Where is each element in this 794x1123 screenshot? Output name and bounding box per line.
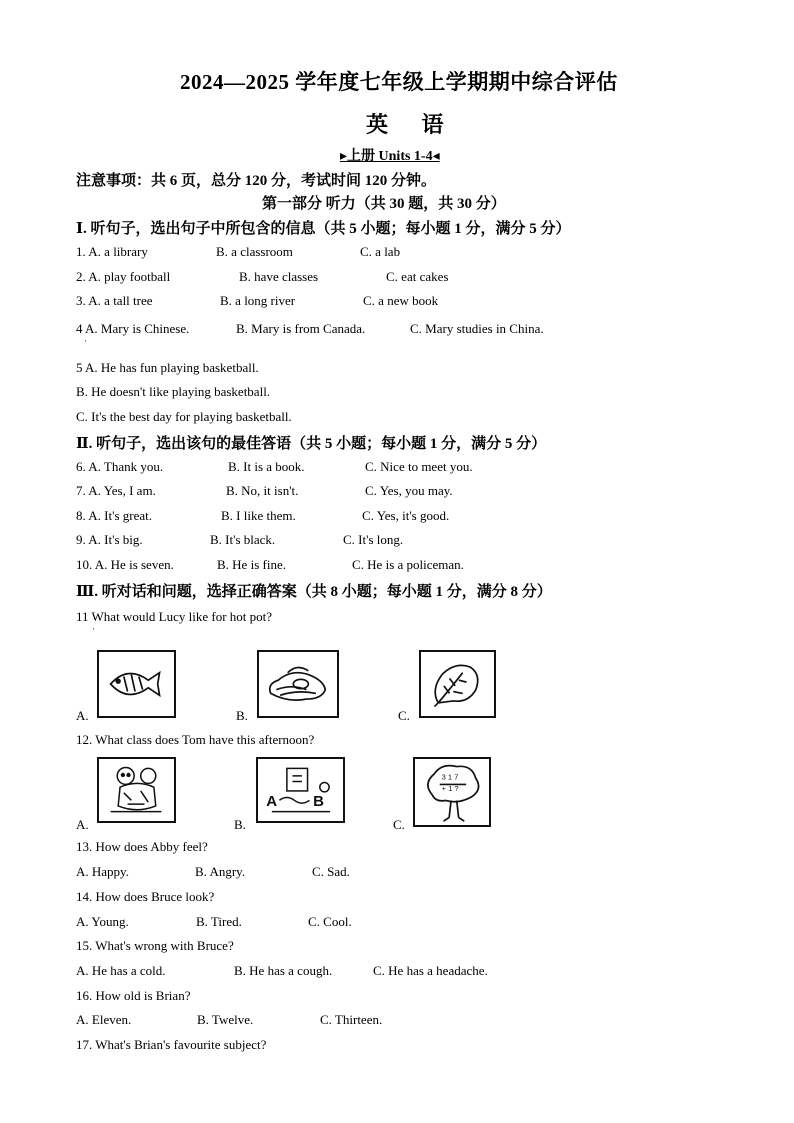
q17-question: 17. What's Brian's favourite subject? bbox=[76, 1037, 267, 1052]
q13-option-b: B. Angry. bbox=[195, 864, 246, 879]
english-letters-icon bbox=[256, 757, 345, 823]
q1-option-b: B. a classroom bbox=[216, 244, 293, 259]
q11-label-a: A. bbox=[76, 708, 89, 723]
q13-option-a: A. Happy. bbox=[76, 864, 129, 879]
q14-option-c: C. Cool. bbox=[308, 914, 352, 929]
section-3-heading: Ⅲ. 听对话和问题，选择正确答案（共 8 小题；每小题 1 分，满分 8 分） bbox=[76, 584, 552, 600]
art-icon bbox=[97, 757, 176, 823]
fish-icon bbox=[97, 650, 176, 718]
notice-text: 注意事项：共 6 页，总分 120 分，考试时间 120 分钟。 bbox=[76, 173, 437, 189]
q4-option-c: C. Mary studies in China. bbox=[410, 321, 544, 336]
stray-mark: · bbox=[92, 624, 95, 634]
meat-icon bbox=[257, 650, 339, 718]
q8-option-a: 8. A. It's great. bbox=[76, 508, 152, 523]
q16-option-a: A. Eleven. bbox=[76, 1012, 132, 1027]
units-label: ▸上册 Units 1-4◂ bbox=[340, 149, 440, 164]
q12-question: 12. What class does Tom have this afternoon? bbox=[76, 732, 315, 747]
q9-option-b: B. It's black. bbox=[210, 532, 276, 547]
svg-text:+ 1 ?: + 1 ? bbox=[441, 784, 459, 794]
q11-label-c: C. bbox=[398, 708, 410, 723]
q8-option-b: B. I like them. bbox=[221, 508, 296, 523]
q9-option-a: 9. A. It's big. bbox=[76, 532, 143, 547]
q2-option-b: B. have classes bbox=[239, 269, 319, 284]
q15-option-c: C. He has a headache. bbox=[373, 963, 488, 978]
q1-option-a: 1. A. a library bbox=[76, 244, 148, 259]
q12-label-a: A. bbox=[76, 817, 89, 832]
q6-option-b: B. It is a book. bbox=[228, 459, 305, 474]
q7-option-a: 7. A. Yes, I am. bbox=[76, 483, 156, 498]
q4-option-b: B. Mary is from Canada. bbox=[236, 321, 366, 336]
stray-mark: · bbox=[84, 336, 87, 346]
q3-option-c: C. a new book bbox=[363, 293, 439, 308]
part-one-heading: 第一部分 听力（共 30 题，共 30 分） bbox=[262, 196, 506, 212]
section-1-heading: Ⅰ. 听句子，选出句子中所包含的信息（共 5 小题；每小题 1 分，满分 5 分） bbox=[76, 221, 571, 237]
q12-label-c: C. bbox=[393, 817, 405, 832]
q11-label-b: B. bbox=[236, 708, 248, 723]
q3-option-a: 3. A. a tall tree bbox=[76, 293, 153, 308]
q4-option-a: 4 A. Mary is Chinese. bbox=[76, 321, 190, 336]
q11-question: 11 What would Lucy like for hot pot? bbox=[76, 609, 273, 624]
q12-label-b: B. bbox=[234, 817, 246, 832]
svg-text:B: B bbox=[313, 792, 325, 810]
q14-option-a: A. Young. bbox=[76, 914, 129, 929]
q10-option-b: B. He is fine. bbox=[217, 557, 286, 572]
q1-option-c: C. a lab bbox=[360, 244, 401, 259]
q5-option-b: B. He doesn't like playing basketball. bbox=[76, 384, 271, 399]
q13-option-c: C. Sad. bbox=[312, 864, 350, 879]
svg-text:A: A bbox=[266, 792, 278, 810]
math-tree-icon bbox=[413, 757, 491, 827]
q5-option-c: C. It's the best day for playing basketball. bbox=[76, 409, 292, 424]
q9-option-c: C. It's long. bbox=[343, 532, 404, 547]
q10-option-c: C. He is a policeman. bbox=[352, 557, 464, 572]
q7-option-b: B. No, it isn't. bbox=[226, 483, 299, 498]
q16-question: 16. How old is Brian? bbox=[76, 988, 191, 1003]
exam-title: 2024—2025 学年度七年级上学期期中综合评估 bbox=[180, 70, 618, 94]
cabbage-icon bbox=[419, 650, 496, 718]
q14-option-b: B. Tired. bbox=[196, 914, 242, 929]
q13-question: 13. How does Abby feel? bbox=[76, 839, 208, 854]
q2-option-a: 2. A. play football bbox=[76, 269, 171, 284]
q8-option-c: C. Yes, it's good. bbox=[362, 508, 450, 523]
q6-option-c: C. Nice to meet you. bbox=[365, 459, 473, 474]
q10-option-a: 10. A. He is seven. bbox=[76, 557, 174, 572]
svg-text:3 1 7: 3 1 7 bbox=[441, 772, 459, 782]
q5-option-a: 5 A. He has fun playing basketball. bbox=[76, 360, 259, 375]
q2-option-c: C. eat cakes bbox=[386, 269, 449, 284]
q15-option-a: A. He has a cold. bbox=[76, 963, 166, 978]
section-2-heading: Ⅱ. 听句子，选出该句的最佳答语（共 5 小题；每小题 1 分，满分 5 分） bbox=[76, 436, 547, 452]
q3-option-b: B. a long river bbox=[220, 293, 296, 308]
q14-question: 14. How does Bruce look? bbox=[76, 889, 215, 904]
q16-option-c: C. Thirteen. bbox=[320, 1012, 383, 1027]
q6-option-a: 6. A. Thank you. bbox=[76, 459, 164, 474]
q7-option-c: C. Yes, you may. bbox=[365, 483, 453, 498]
q15-option-b: B. He has a cough. bbox=[234, 963, 333, 978]
subject-title: 英 语 bbox=[366, 112, 458, 137]
q16-option-b: B. Twelve. bbox=[197, 1012, 254, 1027]
q15-question: 15. What's wrong with Bruce? bbox=[76, 938, 234, 953]
